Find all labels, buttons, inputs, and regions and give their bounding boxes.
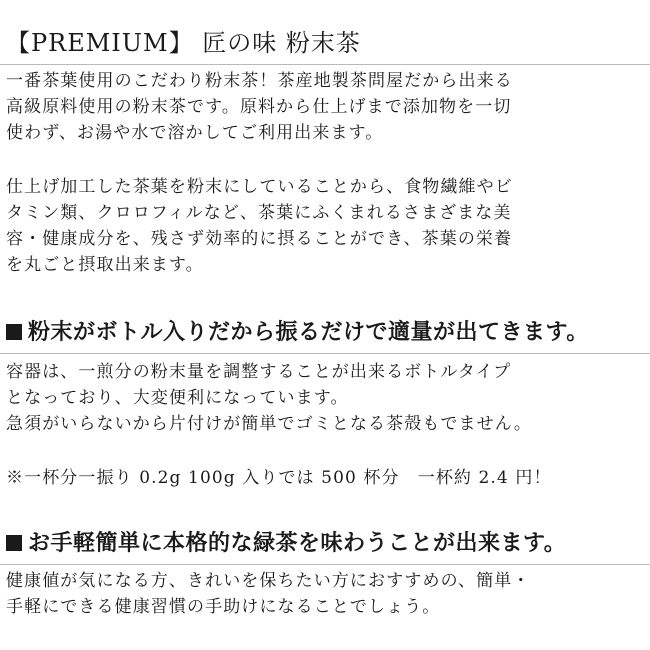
nutrition-line: を丸ごと摂取出来ます。 <box>6 255 204 275</box>
section-heading-easy <box>6 529 566 559</box>
easy-line: 健康値が気になる方、きれいを保ちたい方におすすめの、簡単・ <box>6 571 531 591</box>
divider-bottle <box>0 353 650 354</box>
square-bullet-icon <box>6 324 22 340</box>
nutrition-line: 容・健康成分を、残さず効率的に摂ることができ、茶葉の栄養 <box>6 229 513 249</box>
bottle-line: 容器は、一煎分の粉末量を調整することが出来るボトルタイプ <box>6 362 512 382</box>
intro-line: 高級原料使用の粉末茶です。原料から仕上げまで添加物を一切 <box>6 97 512 117</box>
page-title: 【PREMIUM】 匠の味 粉末茶 <box>6 29 361 57</box>
section-heading-text: 粉末がボトル入りだから振るだけで適量が出てきます。 <box>28 320 589 345</box>
intro-paragraph <box>6 68 646 146</box>
easy-line: 手軽にできる健康習慣の手助けになることでしょう。 <box>6 597 441 617</box>
section-heading-text: お手軽簡単に本格的な緑茶を味わうことが出来ます。 <box>28 531 567 556</box>
divider-title <box>0 64 650 65</box>
bottle-line: となっており、大変便利になっています。 <box>6 388 349 408</box>
square-bullet-icon <box>6 535 22 551</box>
section-heading-bottle <box>6 318 589 348</box>
serving-note-paragraph <box>6 465 646 491</box>
nutrition-line: タミン類、クロロフィルなど、茶葉にふくまれるさまざまな美 <box>6 203 512 223</box>
intro-line: 一番茶葉使用のこだわり粉末茶！茶産地製茶問屋だから出来る <box>6 71 513 91</box>
serving-note: ※一杯分一振り 0.2g 100g 入りでは 500 杯分 一杯約 2.4 円！ <box>6 468 552 488</box>
bottle-paragraph <box>6 359 646 437</box>
easy-paragraph <box>6 568 646 620</box>
nutrition-line: 仕上げ加工した茶葉を粉末にしていることから、食物繊維やビ <box>6 177 513 197</box>
bottle-line: 急須がいらないから片付けが簡単でゴミとなる茶殻もでません。 <box>6 414 532 434</box>
nutrition-paragraph <box>6 174 646 278</box>
divider-easy <box>0 564 650 565</box>
intro-line: 使わず、お湯や水で溶かしてご利用出来ます。 <box>6 123 384 143</box>
